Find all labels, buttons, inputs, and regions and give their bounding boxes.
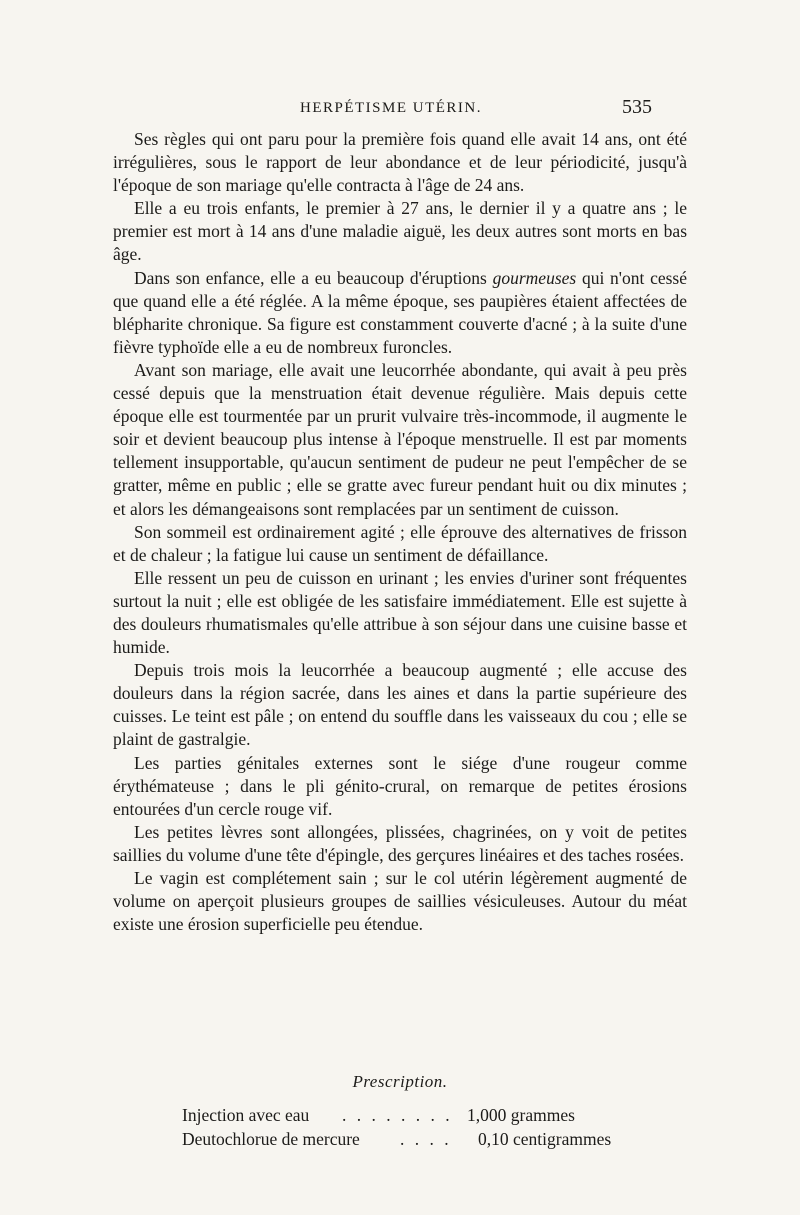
running-title: HERPÉTISME UTÉRIN.	[300, 100, 482, 116]
prescription-leader-dots: . . . . . . . .	[342, 1105, 453, 1125]
paragraph-vagina: Le vagin est complétement sain ; sur le col utérin légèrement augmenté de volume on aperçoit plusieurs groupes de saillies vésiculeuses. Autour du méat existe une érosion superficielle peu étendue.	[113, 868, 687, 935]
paragraph-leucorrhea: Avant son mariage, elle avait une leucorrhée abondante, qui avait à peu près cessé depuis que la menstruation était devenue régulière. Mais depuis cette époque elle est tourmentée par un prurit vulvaire très-incommode, il augmente le soir et devient beaucoup plus intense à l'époque menstruelle. Il est par moments tellement insupportable, qu'aucun sentiment de pudeur ne peut l'empêcher de se gratter, même en public ; elle se gratte avec fureur pendant huit ou dix minutes ; et alors les démangeaisons sont remplacées par un sentiment de cuisson.	[113, 359, 687, 519]
paragraph-childhood-start: Dans son enfance, elle a eu beaucoup d'éruptions	[134, 267, 493, 288]
prescription-item-name: Deutochlorue de mercure	[182, 1129, 360, 1149]
prescription-item-quantity: 1,000 grammes	[467, 1105, 575, 1125]
paragraph-menstruation: Ses règles qui ont paru pour la première fois quand elle avait 14 ans, ont été irrégulières, sous le rapport de leur abondance et de leur périodicité, jusqu'à l'époque de son mariage qu'elle contracta à l'âge de 24 ans.	[113, 129, 687, 196]
body-text	[113, 128, 687, 936]
paragraph-children: Elle a eu trois enfants, le premier à 27 ans, le dernier il y a quatre ans ; le premier est mort à 14 ans d'une maladie aiguë, les deux autres sont morts en bas âge.	[113, 198, 687, 265]
paragraph-childhood-end: qui n'ont cessé que quand elle a été réglée. A la même époque, ses paupières étaient affectées de blépharite chronique. Sa figure est constamment couverte d'acné ; à la suite d'une fièvre typhoïde elle a eu de nombreux furoncles.	[113, 267, 687, 357]
paragraph-urination: Elle ressent un peu de cuisson en urinant ; les envies d'uriner sont fréquentes surtout la nuit ; elle est obligée de les satisfaire immédiatement. Elle est sujette à des douleurs rhumatismales qu'elle attribue à son séjour dans une cuisine basse et humide.	[113, 567, 687, 658]
prescription-item-quantity: 0,10 centigrammes	[478, 1129, 612, 1149]
page-number: 535	[622, 96, 652, 118]
paragraph-external-genitals: Les parties génitales externes sont le siége d'une rougeur comme érythémateuse ; dans le pli génito-crural, on remarque de petites érosions entourées d'un cercle rouge vif.	[113, 752, 687, 819]
paragraph-pain: Depuis trois mois la leucorrhée a beaucoup augmenté ; elle accuse des douleurs dans la région sacrée, dans les aines et dans la partie supérieure des cuisses. Le teint est pâle ; on entend du souffle dans les vaisseaux du cou ; elle se plaint de gastralgie.	[113, 660, 687, 750]
prescription-leader-dots: . . . .	[400, 1129, 452, 1149]
paragraph-labia: Les petites lèvres sont allongées, plissées, chagrinées, on y voit de petites saillies du volume d'une tête d'épingle, des gerçures linéaires et des taches rosées.	[113, 821, 687, 865]
emphasis-gourmeuses: gourmeuses	[492, 267, 577, 288]
prescription-title: Prescription.	[352, 1072, 448, 1091]
paragraph-sleep: Son sommeil est ordinairement agité ; elle éprouve des alternatives de frisson et de chaleur ; la fatigue lui cause un sentiment de défaillance.	[113, 521, 687, 565]
running-header	[0, 96, 800, 126]
prescription-item-name: Injection avec eau	[182, 1105, 310, 1125]
paragraph-childhood	[113, 267, 687, 359]
